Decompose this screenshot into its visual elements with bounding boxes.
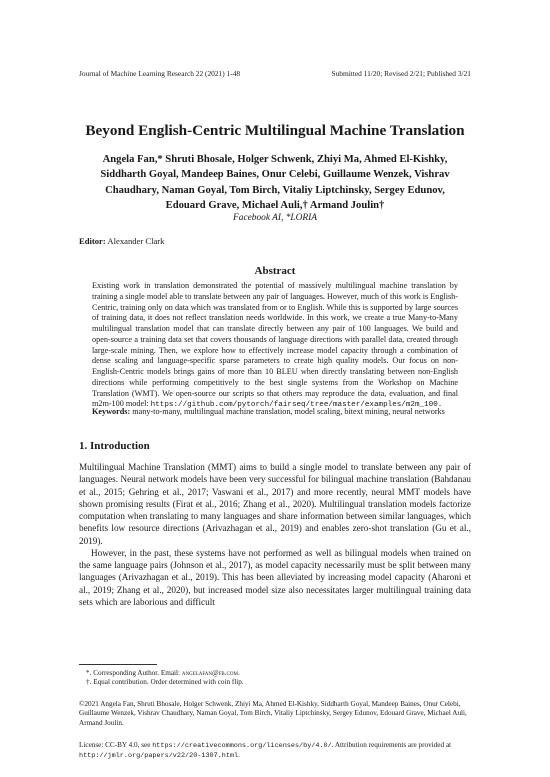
footnote-rule (79, 664, 157, 665)
introduction-body (79, 461, 471, 608)
author-line: Chaudhary, Naman Goyal, Tom Birch, Vitaliy Liptchinsky, Sergey Edunov, (105, 184, 445, 196)
footnote-corresponding-author: *. Corresponding Author. Email: angelafan@fb.com. (86, 669, 240, 677)
section-heading-introduction: 1. Introduction (79, 440, 150, 452)
license-url-link[interactable]: https://creativecommons.org/licenses/by/4.0/ (152, 742, 332, 750)
author-line: Angela Fan,* Shruti Bhosale, Holger Schwenk, Zhiyi Ma, Ahmed El-Kishky, (102, 154, 448, 165)
license-middle: . Attribution requirements are provided at (331, 741, 452, 749)
running-header (79, 69, 471, 78)
author-line: Edouard Grave, Michael Auli,† Armand Joulin† (165, 200, 385, 212)
license-suffix: . (238, 751, 240, 760)
keywords-label: Keywords: (92, 407, 131, 416)
license-prefix: License: CC-BY 4.0, see (79, 741, 151, 749)
abstract-body (92, 281, 458, 411)
affiliation: Facebook AI, *LORIA (233, 213, 317, 223)
submission-dates: Submitted 11/20; Revised 2/21; Published 3/21 (331, 69, 471, 78)
editor-line (79, 236, 164, 246)
paragraph: Multilingual Machine Translation (MMT) aims to build a single model to translate between any pair of languages. Neural network models have been very successful for bilingual machine translation (Bahdanau et al., 2015; Gehring et al., 2017; Vaswani et al., 2017) and more recently, neural MMT models have shown promising results (Firat et al., 2016; Zhang et al., 2020). Multilingual translation models factorize computation when translating to many languages and share information between similar languages, which benefits low resource directions (Arivazhagan et al., 2019) and enables zero-shot translation (Gu et al., 2019). (79, 462, 471, 546)
author-list (70, 152, 480, 214)
abstract-heading: Abstract (254, 265, 296, 277)
paragraph: However, in the past, these systems have not performed as well as bilingual models when trained on the same language pairs (Johnson et al., 2017), as model capacity necessarily must be split between many languages (Arivazhagan et al., 2019). This has been alleviated by increasing model capacity (Aharoni et al., 2019; Zhang et al., 2020), but increased model size also necessitates larger multilingual training data sets which are laborious and difficult (79, 547, 471, 607)
editor-name: Alexander Clark (107, 236, 165, 246)
paper-title: Beyond English-Centric Multilingual Machine Translation (85, 122, 465, 139)
paper-url-link[interactable]: http://jmlr.org/papers/v22/20-1307.html (79, 752, 239, 761)
abstract-text: Existing work in translation demonstrated the potential of massively multilingual machine translation by training a single model able to translate between any pair of languages. However, much of this work is English-Centric, training only on data which was translated from or to English. While this is supported by large sources of training data, it does not reflect translation needs worldwide. In this work, we create a true Many-to-Many multilingual translation model that can translate directly between any pair of 100 languages. We build and open-source a training data set that covers thousands of language directions with parallel data, created through large-scale mining. Then, we explore how to effectively increase model capacity through a combination of dense scaling and language-specific sparse parameters to create high quality models. Our focus on non-English-Centric models brings gains of more than 10 BLEU when directly translating between non-English directions while performing competitively to the best single systems from the Workshop on Machine Translation (WMT). We open-source our scripts so that others may reproduce the data, evaluation, and final m2m-100 model: (92, 281, 458, 409)
copyright-notice: ©2021 Angela Fan, Shruti Bhosale, Holger Schwenk, Zhiyi Ma, Ahmed El-Kishky, Siddharth Goyal, Mandeep Baines, Onur Celebi, Guillaume Wenzek, Vishrav Chaudhary, Naman Goyal, Tom Birch, Vitaliy Liptchinsky, Sergey Edunov, Edouard Grave, Michael Auli, Armand Joulin. (79, 700, 467, 727)
keywords (92, 407, 458, 418)
footnote-equal-contribution: †. Equal contribution. Order determined with coin flip. (86, 678, 244, 687)
license-notice (79, 741, 471, 762)
footnotes (86, 669, 466, 688)
keywords-text: many-to-many, multilingual machine translation, model scaling, bitext mining, neural networks (132, 407, 445, 416)
footnote-text: *. Corresponding Author. Email: (86, 669, 181, 677)
editor-label: Editor: (79, 236, 106, 246)
code-link[interactable]: https://github.com/pytorch/fairseq/tree/master/examples/m2m_100. (150, 401, 443, 410)
author-line: Siddharth Goyal, Mandeep Baines, Onur Celebi, Guillaume Wenzek, Vishrav (100, 169, 450, 181)
author-email-link[interactable]: angelafan@fb.com (181, 669, 238, 677)
journal-citation: Journal of Machine Learning Research 22 (2021) 1-48 (79, 69, 241, 78)
